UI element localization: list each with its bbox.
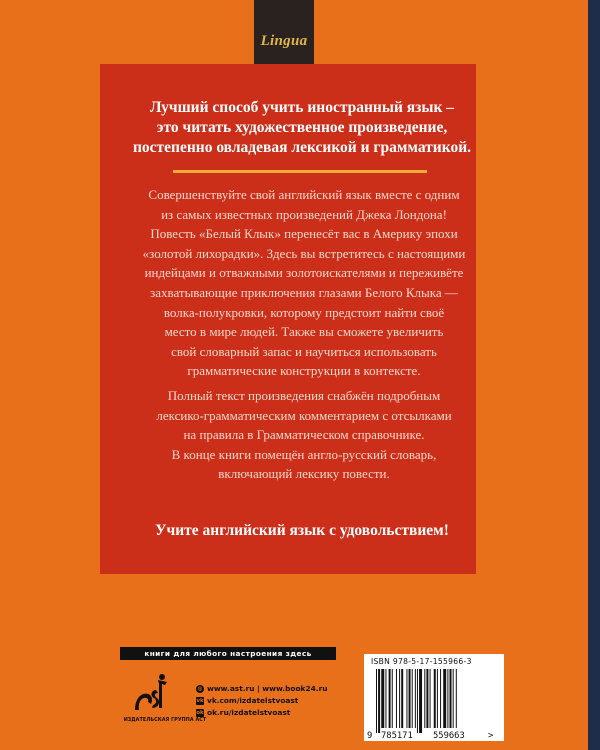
barcode-left-digits: 785171 [381, 731, 413, 741]
description-paragraph-1 [116, 185, 492, 381]
barcode-bar [426, 669, 428, 728]
paragraph-line: место в мире людей. Также вы сможете увеличить [164, 324, 444, 340]
ok-link[interactable]: ok.ru/izdatelstvoast [207, 708, 291, 717]
footer-slogan-bar: книги для любого настроения здесь [120, 647, 336, 660]
ok-row [196, 707, 346, 719]
barcode-bar [437, 669, 438, 728]
paragraph-line: Повесть «Белый Клык» перенесёт вас в Америку эпохи [150, 226, 458, 242]
barcode-bar [389, 669, 391, 728]
tagline-line: Лучший способ учить иностранный язык – [149, 99, 455, 116]
paragraph-line: свой словарный запас и научиться использовать [171, 343, 437, 359]
tagline-line: постепенно овладевая лексикой и грамматикой. [132, 139, 472, 156]
barcode-bar [417, 669, 418, 733]
vk-row [196, 695, 346, 707]
barcode-bars [376, 669, 457, 733]
barcode-bar [399, 669, 400, 728]
barcode-bar [376, 669, 377, 733]
paragraph-line: «золотой лихорадки». Здесь вы встретитесь с настоящими [142, 245, 466, 261]
isbn-barcode-box [364, 654, 504, 741]
barcode-bar [434, 669, 436, 728]
ast-logo-dot [159, 674, 165, 680]
paragraph-line: включающий лексику повести. [218, 466, 390, 482]
ast-logo [132, 668, 172, 716]
barcode-bar [430, 669, 431, 728]
paragraph-line: Совершенствуйте свой английский язык вместе с одним [148, 187, 460, 202]
globe-icon: ◍ [197, 686, 203, 692]
barcode-bar [443, 669, 446, 728]
paragraph-line: захватывающие приключения глазами Белого Клыка — [150, 284, 458, 300]
right-edge-strip [588, 0, 600, 750]
publisher-caption: ИЗДАТЕЛЬСКАЯ ГРУППА АСТ [123, 718, 207, 723]
barcode-bar [440, 669, 441, 728]
yellow-divider [173, 170, 427, 173]
paragraph-line: индейцами и отважными золотоискателями и переживёте [144, 265, 464, 281]
paragraph-line: Полный текст произведения снабжён подробным [167, 388, 441, 403]
barcode-first-digit: 9 [367, 731, 373, 741]
barcode-bar [385, 669, 386, 728]
barcode-quiet-mark: > [488, 731, 494, 741]
barcode-bar [401, 669, 403, 728]
barcode-bar [456, 669, 457, 728]
barcode-bar [392, 669, 393, 728]
barcode-bar [412, 669, 413, 728]
paragraph-line: из самых известных произведений Джека Лондона! [161, 206, 447, 222]
paragraph-line: волка-полукровки, которому предстоит найти своё [163, 304, 445, 320]
barcode-bar [450, 669, 452, 728]
barcode-bar [396, 669, 397, 728]
barcode [364, 654, 504, 741]
barcode-bar [378, 669, 380, 733]
paragraph-line: на правила в Грамматическом справочнике. [183, 427, 425, 443]
series-logo: Lingua [260, 32, 308, 49]
barcode-bar [381, 669, 384, 728]
tagline [108, 98, 496, 158]
barcode-bar [406, 669, 407, 728]
websites-link[interactable]: www.ast.ru | www.book24.ru [207, 684, 328, 693]
barcode-bar [419, 669, 422, 733]
ok-icon: ok [196, 710, 204, 716]
barcode-bar [447, 669, 448, 728]
barcode-bar [415, 669, 416, 728]
paragraph-line: В конце книги помещён англо-русский словарь, [171, 446, 437, 462]
barcode-bar [409, 669, 411, 728]
contact-links [196, 683, 346, 719]
barcode-right-digits: 559663 [433, 731, 465, 741]
websites-row [196, 683, 346, 695]
closing-slogan: Учите английский язык с удовольствием! [155, 522, 449, 539]
series-logo-tab [254, 0, 314, 64]
isbn-number: ISBN 978-5-17-155966-3 [371, 657, 472, 666]
barcode-bar [453, 669, 454, 728]
tagline-line: это читать художественное произведение, [156, 119, 448, 136]
barcode-bar [424, 669, 425, 728]
paragraph-line: грамматические конструкции в контексте. [187, 363, 421, 379]
vk-link[interactable]: vk.com/izdatelstvoast [207, 696, 299, 705]
vk-icon: vk [196, 698, 204, 704]
description-paragraph-2 [116, 386, 492, 484]
paragraph-line: лексико-грамматическим комментарием с отсылками [156, 407, 452, 423]
